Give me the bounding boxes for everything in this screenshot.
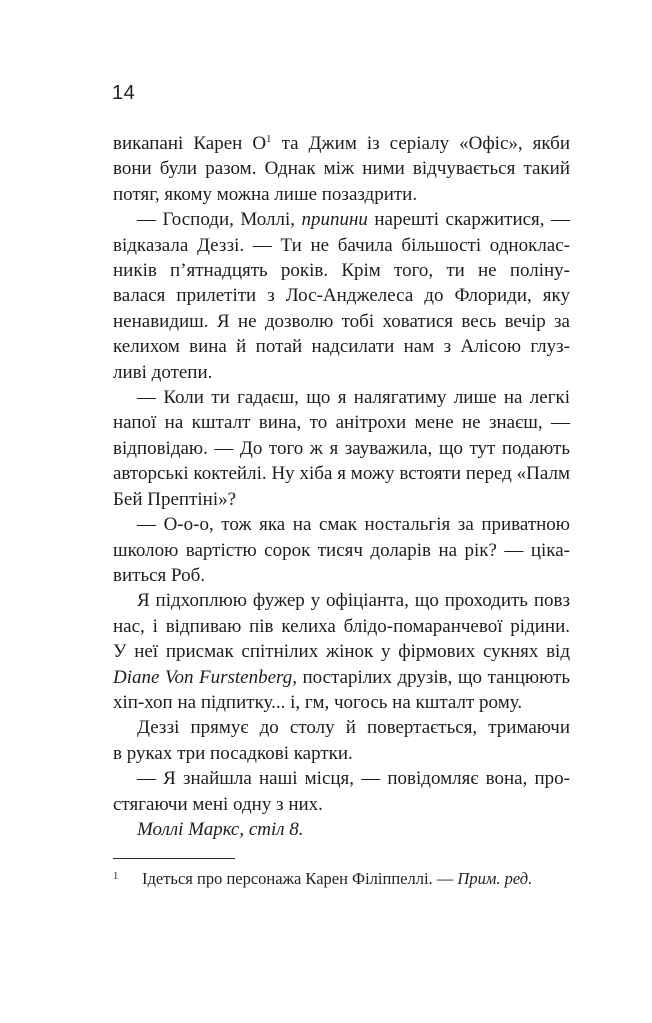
footnote-divider [113,858,235,859]
paragraph [113,817,570,842]
text-segment: Ідеться про персонажа Карен Філіппеллі. — [142,869,458,888]
paragraph [113,588,570,715]
text-line [113,385,570,410]
text-segment: напої на кшталт вина, то анітрохи мене не знаєш, — [113,412,570,434]
text-segment: келихом вина й потай надсилати нам з Алісою глуз- [113,336,570,358]
text-segment: Моллі Маркс, стіл 8. [137,818,304,840]
text-segment: Прим. ред. [457,869,533,888]
text-line [113,258,570,283]
footnote-reference: 1 [266,133,272,145]
text-line [113,639,570,664]
text-segment: ливі дотепи. [113,361,213,383]
text-segment: відказала Деззі. — Ти не бачила більшості одноклас- [113,234,570,256]
text-segment: Бей Прептіні»? [113,488,237,510]
text-segment: — Коли ти гадаєш, що я налягатиму лише на легкі [137,387,570,409]
text-segment: припини [301,209,368,231]
text-line [113,487,570,512]
paragraph [113,131,570,207]
text-line [113,614,570,639]
text-line [113,334,570,359]
text-line [113,690,570,715]
text-line [113,766,570,791]
text-line [113,182,570,207]
page-number: 14 [112,82,136,104]
text-segment: ників п’ятнадцять років. Крім того, ти не поліну- [113,260,570,282]
text-segment: Деззі прямує до столу й повертається, тримаючи [137,717,570,739]
text-segment: викапані Карен О [113,133,267,154]
text-segment: хіп-хоп на підпитку... і, гм, чогось на кшталт рому. [113,691,523,713]
text-line [113,283,570,308]
paragraph [113,512,570,588]
text-segment: У неї присмак спітнілих жінок у фірмових сукнях від [113,641,570,663]
text-line [113,156,570,181]
text-line [113,741,570,766]
text-segment: вони були разом. Однак між ними відчувається такий [113,158,570,180]
text-line [113,309,570,334]
text-segment: школою вартістю сорок тисяч доларів на рік? — ціка- [113,539,570,561]
text-line [113,207,570,232]
text-segment: постарілих друзів, що танцюють [296,666,570,688]
text-segment: ненавидиш. Я не дозволю тобі ховатися весь вечір за [113,310,570,332]
paragraph [113,715,570,766]
paragraph [113,385,570,512]
text-line [113,461,570,486]
text-line [113,436,570,461]
text-line [113,563,570,588]
text-segment: — О-о-о, тож яка на смак ностальгія за приватною [137,514,570,536]
text-line [113,233,570,258]
text-line [113,410,570,435]
text-line [113,131,570,156]
text-line [113,792,570,817]
text-line [113,588,570,613]
text-line [113,512,570,537]
text-line [113,665,570,690]
text-segment: виться Роб. [113,564,206,586]
text-segment: стягаючи мені одну з них. [113,793,323,815]
footnote-text [142,869,532,888]
text-line [113,817,570,842]
text-line [113,538,570,563]
text-segment: потяг, якому можна лише позаздрити. [113,183,418,205]
text-segment: Diane Von Furstenberg, [113,666,297,688]
text-segment: та Джим із серіалу «Офіс», якби [271,133,570,154]
paragraph [113,766,570,817]
text-segment: авторські коктейлі. Ну хіба я можу встояти перед «Палм [113,463,570,485]
text-segment: — Господи, Моллі, [137,209,302,231]
text-segment: — Я знайшла наші місця, — повідомляє вона, про- [137,768,570,790]
footnote: $^1$ Ідеться про персонажа Карен Філіппеллі. — Прим. ред. [113,869,533,888]
text-segment: відповідаю. — До того ж я зауважила, що тут подають [113,437,570,459]
text-segment: Я підхоплюю фужер у офіціанта, що проходить повз [137,590,570,612]
text-segment: в руках три посадкові картки. [113,742,353,764]
paragraph [113,207,570,385]
text-segment: нарешті скаржитися, — [367,209,570,231]
text-line [113,715,570,740]
page-body [113,131,570,842]
text-line [113,360,570,385]
text-segment: нас, і відпиваю пів келиха блідо-помаранчевої рідини. [113,615,570,637]
text-segment: валася прилетіти з Лос-Анджелеса до Флориди, яку [113,285,570,307]
